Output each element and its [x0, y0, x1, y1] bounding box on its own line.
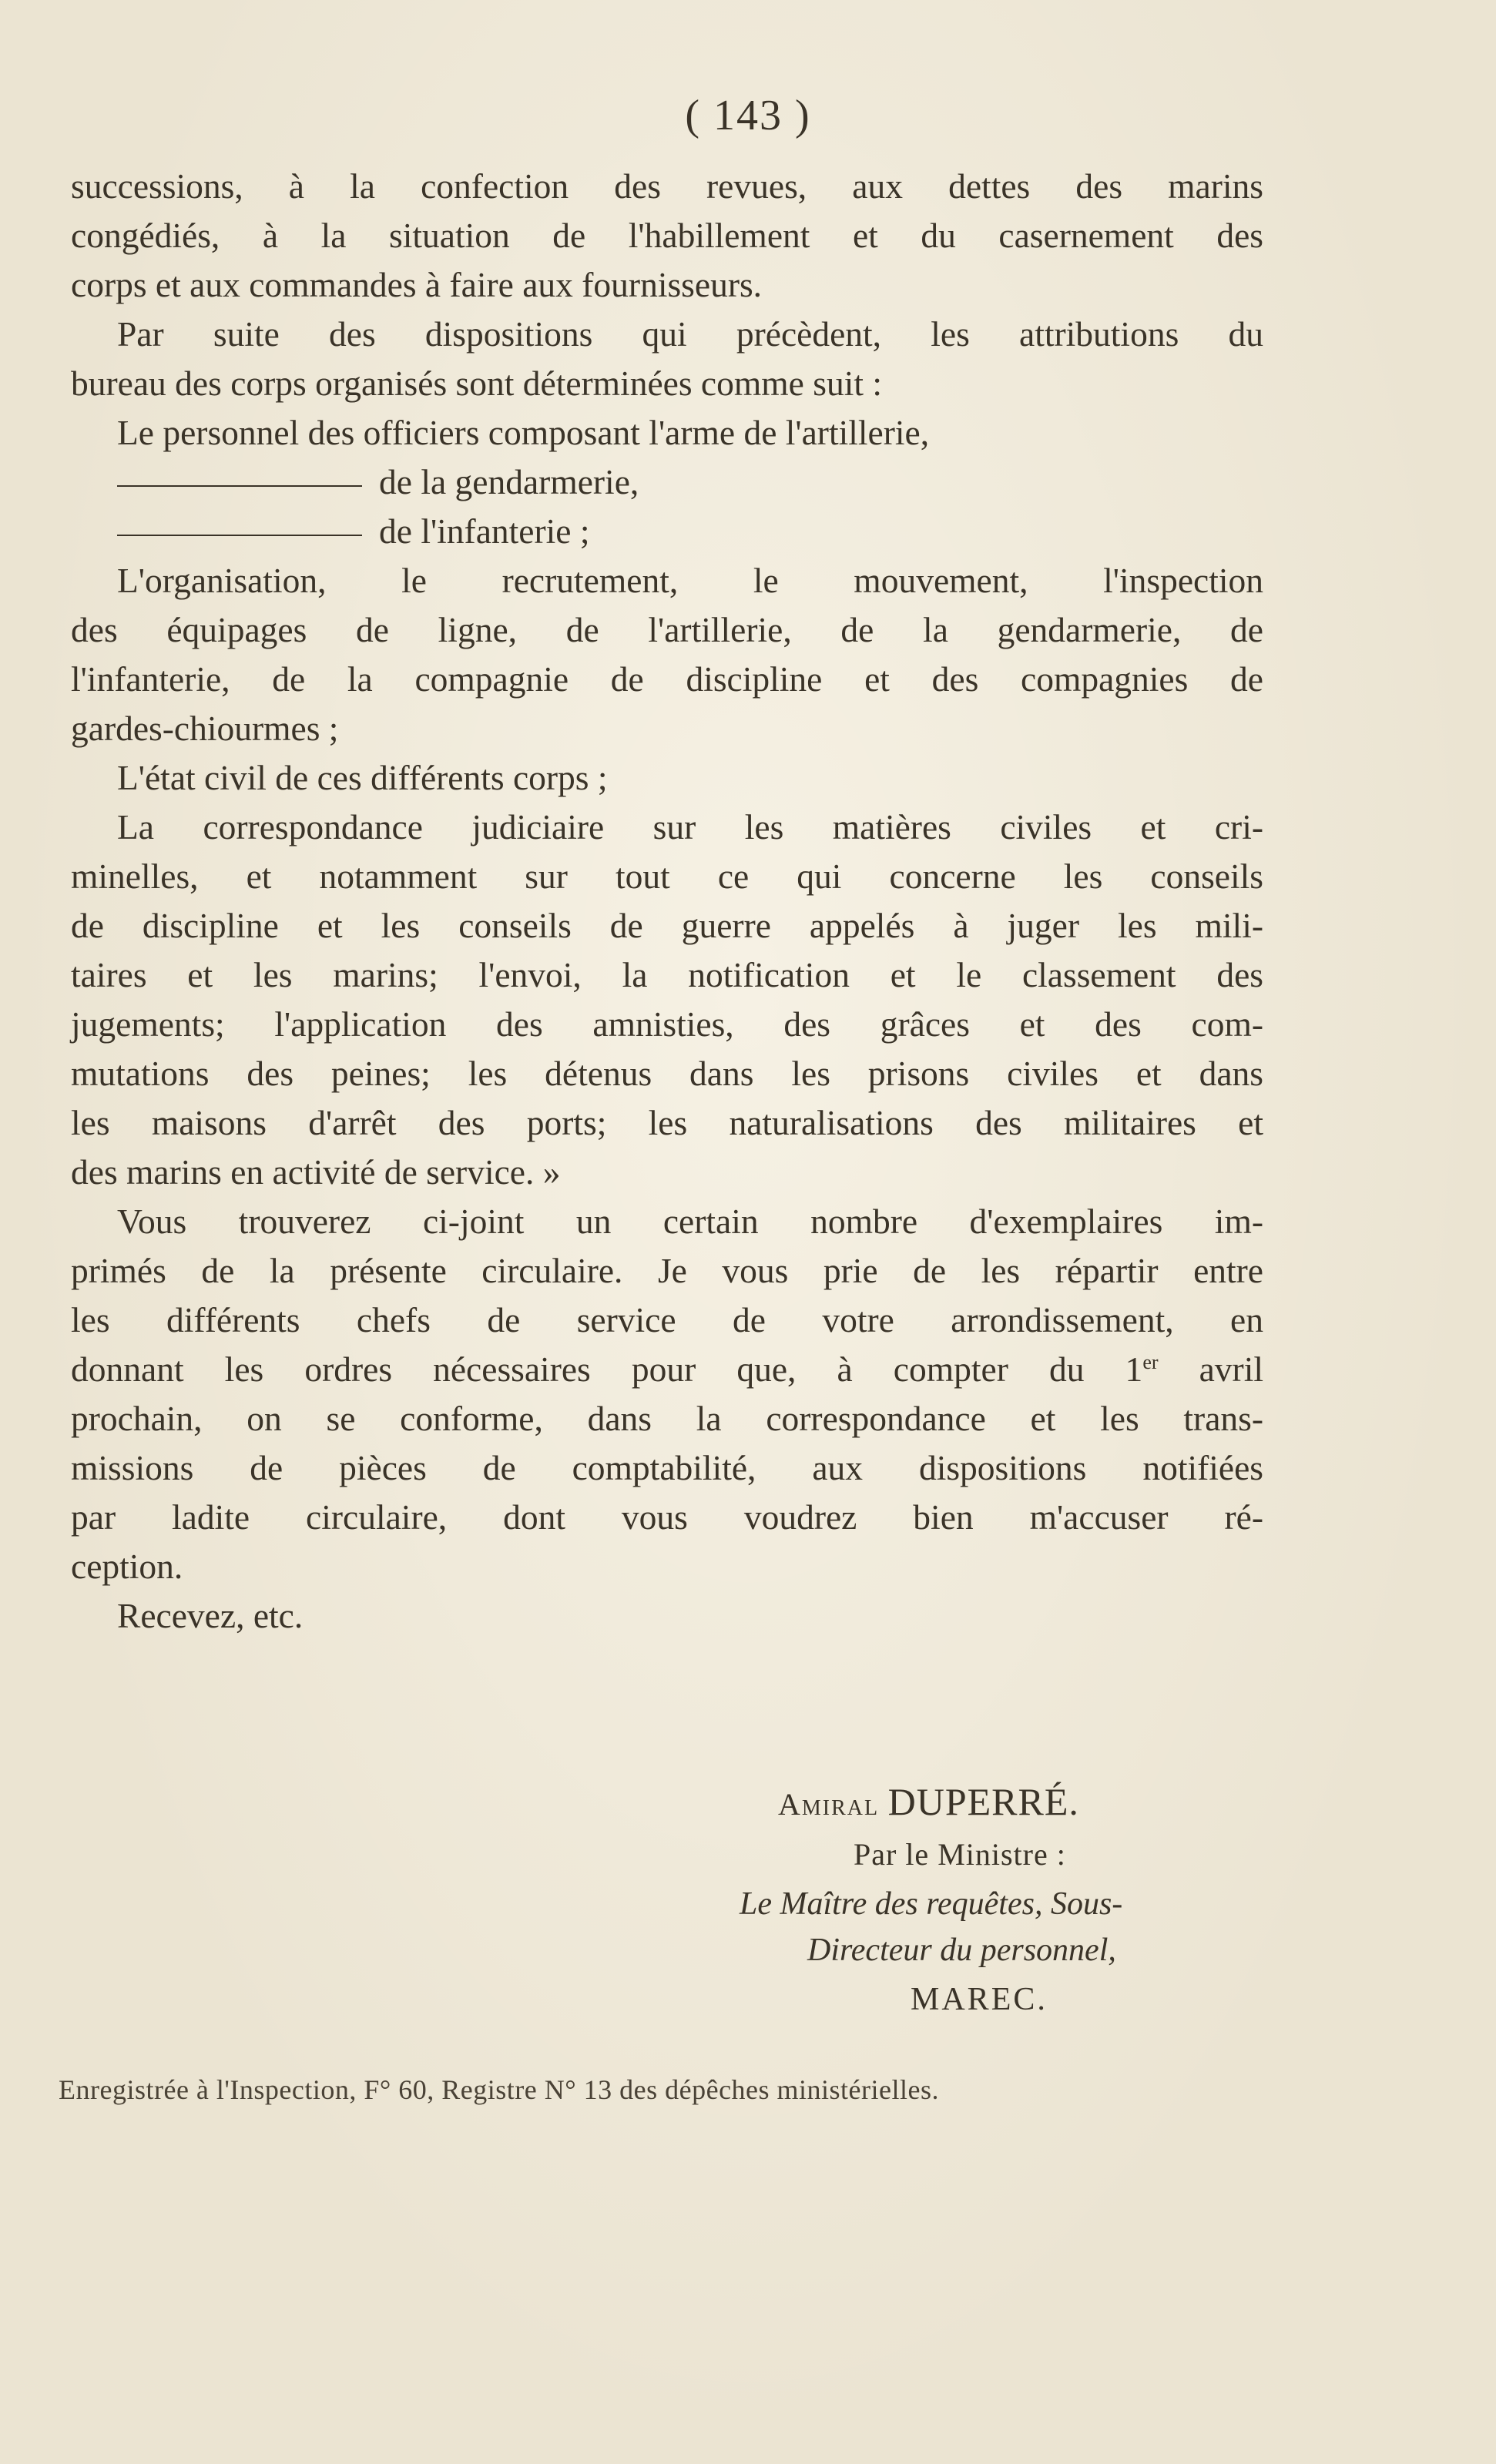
paragraph: [71, 1591, 1263, 1641]
text-line: successions, à la confection des revues, aux dettes des marins: [71, 166, 1263, 206]
signature-par-le-ministre: Par le Ministre :: [854, 1837, 1066, 1872]
dash-list-item: [71, 458, 1263, 507]
dash-list-text: de l'infanterie ;: [379, 511, 590, 551]
dash-list-text: de la gendarmerie,: [379, 462, 639, 501]
text-line: Recevez, etc.: [117, 1596, 304, 1635]
text-line: ception.: [71, 1547, 183, 1586]
text-line: primés de la présente circulaire. Je vous prie de les répartir entre: [71, 1251, 1263, 1290]
text-line: missions de pièces de comptabilité, aux dispositions notifiées: [71, 1448, 1263, 1487]
text-line: Le personnel des officiers composant l'arme de l'artillerie,: [117, 413, 930, 452]
paragraph-group-1: [71, 162, 1263, 458]
dash-list: [71, 458, 1263, 556]
text-line: Par suite des dispositions qui précèdent, les attributions du: [117, 314, 1263, 354]
text-line: prochain, on se conforme, dans la correspondance et les trans-: [71, 1399, 1263, 1438]
text-line: congédiés, à la situation de l'habillement et du casernement des: [71, 216, 1263, 255]
text-line: les différents chefs de service de votre arrondissement, en: [71, 1300, 1263, 1339]
signature-title-line-1: Le Maître des requêtes, Sous-: [740, 1886, 1123, 1922]
dash-list-item: [71, 507, 1263, 556]
signature-signer: MAREC.: [911, 1982, 1048, 2017]
text-line: jugements; l'application des amnisties, des grâces et des com-: [71, 1004, 1263, 1044]
paragraph: [71, 1197, 1263, 1591]
text-line: L'organisation, le recrutement, le mouvement, l'inspection: [117, 561, 1263, 600]
text-line: des équipages de ligne, de l'artillerie, de la gendarmerie, de: [71, 610, 1263, 649]
text-line: les maisons d'arrêt des ports; les naturalisations des militaires et: [71, 1103, 1263, 1142]
text-line: taires et les marins; l'envoi, la notification et le classement des: [71, 955, 1263, 994]
text-line: de discipline et les conseils de guerre appelés à juger les mili-: [71, 906, 1263, 945]
text-line: par ladite circulaire, dont vous voudrez bien m'accuser ré-: [71, 1497, 1263, 1537]
text-line: Vous trouverez ci-joint un certain nombre d'exemplaires im-: [117, 1202, 1263, 1241]
text-line: [71, 1345, 1263, 1394]
text-fragment: donnant les ordres nécessaires pour que, à compter du 1: [71, 1349, 1143, 1389]
paragraph: [71, 803, 1263, 1197]
text-line: La correspondance judiciaire sur les matières civiles et cri-: [117, 807, 1263, 846]
text-line: gardes-chiourmes ;: [71, 709, 339, 748]
text-line: bureau des corps organisés sont déterminées comme suit :: [71, 364, 882, 403]
paragraph: [71, 556, 1263, 753]
superscript: er: [1142, 1350, 1159, 1373]
paragraph: [71, 162, 1263, 310]
text-line: mutations des peines; les détenus dans les prisons civiles et dans: [71, 1054, 1263, 1093]
paragraph: [71, 408, 1263, 458]
ditto-dash: [117, 535, 362, 536]
text-line: corps et aux commandes à faire aux fournisseurs.: [71, 265, 763, 304]
text-line: des marins en activité de service. »: [71, 1152, 561, 1192]
registration-note: Enregistrée à l'Inspection, F° 60, Registre N° 13 des dépêches ministérielles.: [59, 2074, 939, 2105]
body-text: [71, 162, 1263, 1641]
page-number: ( 143 ): [685, 92, 811, 139]
ditto-dash: [117, 485, 362, 487]
paragraph-group-2: [71, 556, 1263, 1641]
text-line: minelles, et notamment sur tout ce qui concerne les conseils: [71, 857, 1263, 896]
signature-title-line-2: Directeur du personnel,: [807, 1933, 1116, 1968]
signature-rank: Amiral: [778, 1787, 880, 1822]
paragraph: [71, 753, 1263, 803]
text-line: l'infanterie, de la compagnie de discipline et des compagnies de: [71, 659, 1263, 699]
text-line: L'état civil de ces différents corps ;: [117, 758, 608, 797]
paragraph: [71, 310, 1263, 408]
signature-surname: DUPERRÉ.: [887, 1780, 1079, 1823]
text-fragment: avril: [1158, 1349, 1263, 1389]
signature-name: [778, 1779, 1079, 1824]
